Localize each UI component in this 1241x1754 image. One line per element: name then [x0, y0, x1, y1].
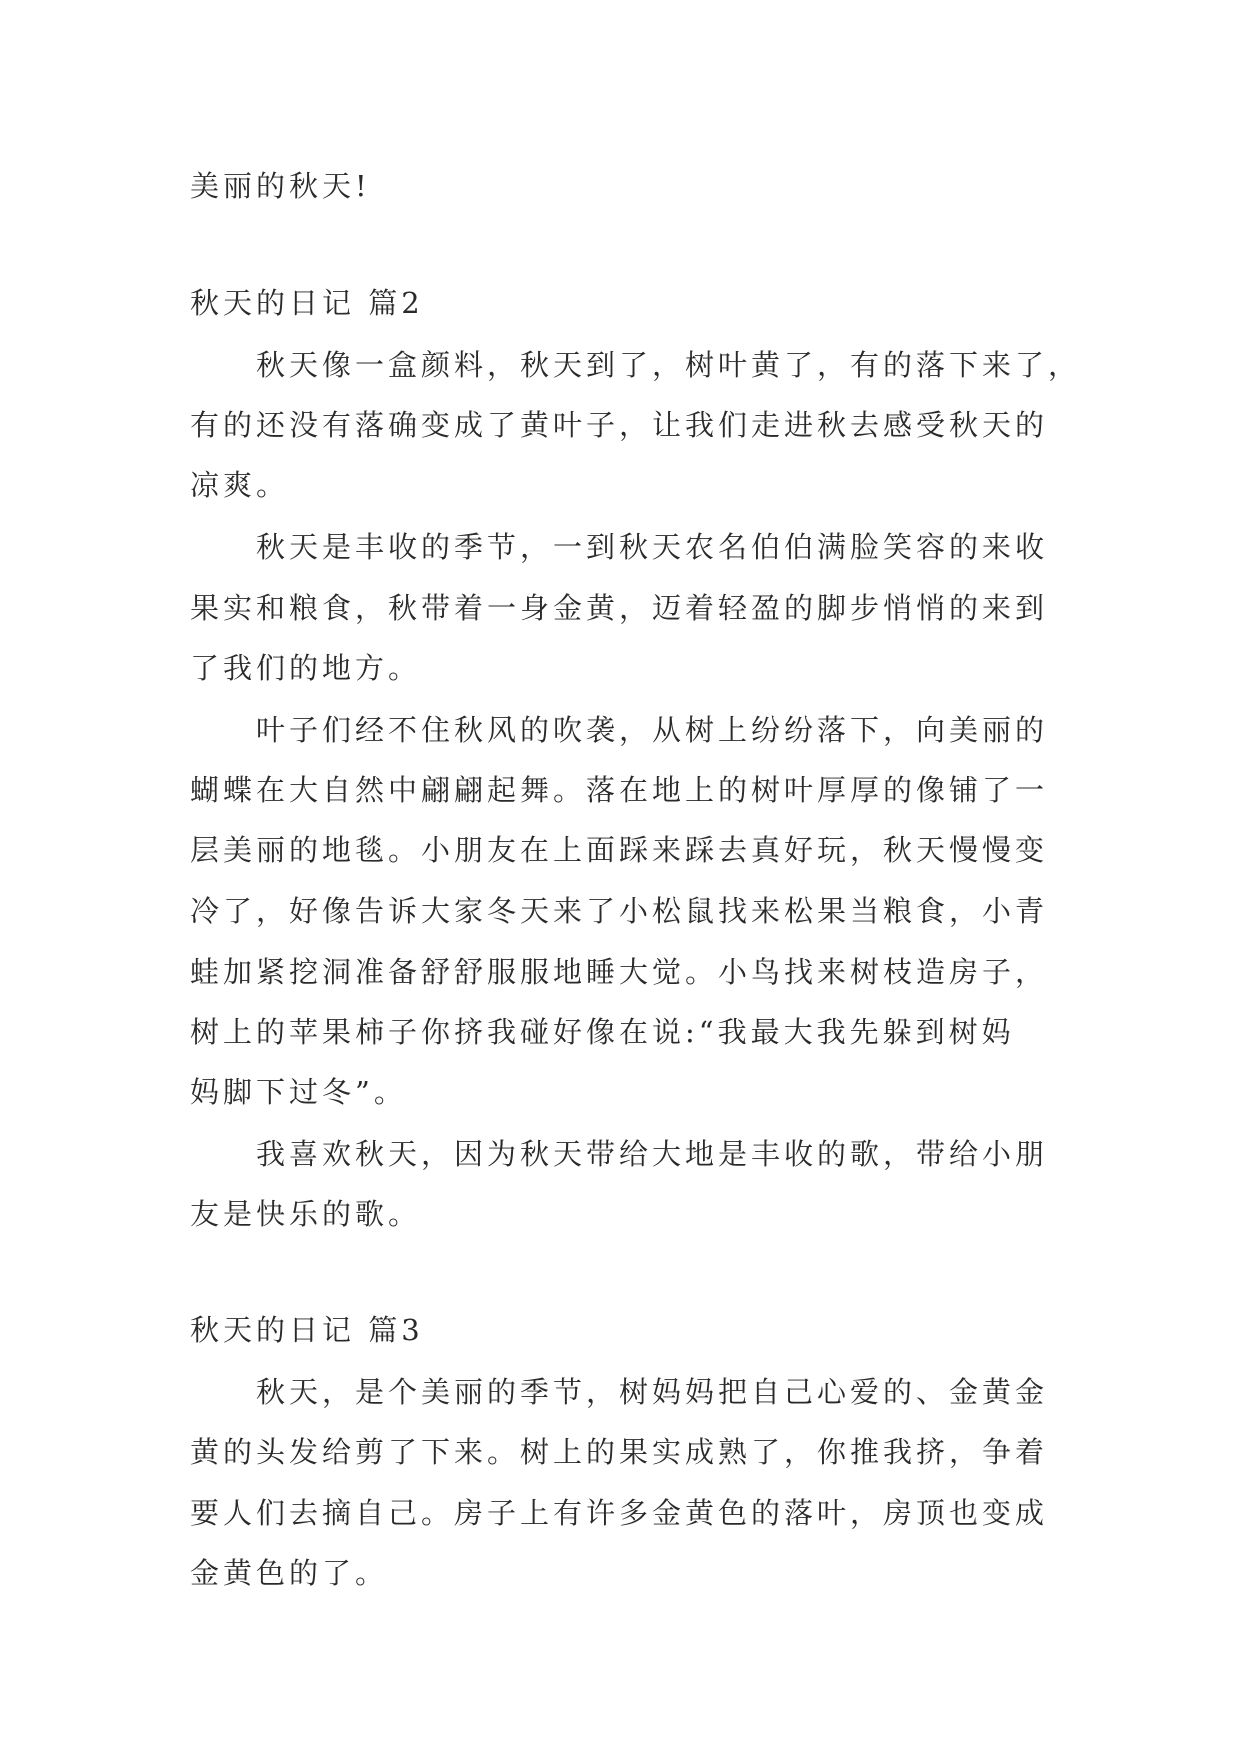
section-2-title: 秋天的日记 篇2 [190, 286, 424, 320]
s2-p3-line-3: 层美丽的地毯。小朋友在上面踩来踩去真好玩，秋天慢慢变 [190, 833, 1049, 867]
s2-p1-line-1: 秋天像一盒颜料，秋天到了，树叶黄了，有的落下来了， [256, 348, 1082, 382]
s2-p1-line-2: 有的还没有落确变成了黄叶子，让我们走进秋去感受秋天的 [190, 408, 1049, 442]
s2-p2-line-2: 果实和粮食，秋带着一身金黄，迈着轻盈的脚步悄悄的来到 [190, 591, 1049, 625]
s2-p4-line-1: 我喜欢秋天，因为秋天带给大地是丰收的歌，带给小朋 [256, 1137, 1049, 1171]
s2-p3-line-6: 树上的苹果柿子你挤我碰好像在说:“我最大我先躲到树妈 [190, 1015, 1015, 1049]
s2-p1-line-3: 凉爽。 [190, 468, 290, 502]
intro-tail-line: 美丽的秋天! [190, 169, 371, 203]
s2-p3-line-1: 叶子们经不住秋风的吹袭，从树上纷纷落下，向美丽的 [256, 713, 1049, 747]
s3-p1-line-2: 黄的头发给剪了下来。树上的果实成熟了，你推我挤，争着 [190, 1435, 1049, 1469]
s2-p3-line-4: 冷了，好像告诉大家冬天来了小松鼠找来松果当粮食，小青 [190, 894, 1049, 928]
s2-p3-line-2: 蝴蝶在大自然中翩翩起舞。落在地上的树叶厚厚的像铺了一 [190, 773, 1049, 807]
s3-p1-line-3: 要人们去摘自己。房子上有许多金黄色的落叶，房顶也变成 [190, 1496, 1049, 1530]
s2-p4-line-2: 友是快乐的歌。 [190, 1197, 422, 1231]
s3-p1-line-1: 秋天，是个美丽的季节，树妈妈把自己心爱的、金黄金 [256, 1375, 1049, 1409]
s2-p3-line-7: 妈脚下过冬”。 [190, 1075, 407, 1109]
s2-p2-line-1: 秋天是丰收的季节，一到秋天农名伯伯满脸笑容的来收 [256, 530, 1049, 564]
s3-p1-line-4: 金黄色的了。 [190, 1556, 389, 1590]
section-3-title: 秋天的日记 篇3 [190, 1313, 424, 1347]
s2-p2-line-3: 了我们的地方。 [190, 651, 422, 685]
s2-p3-line-5: 蛙加紧挖洞准备舒舒服服地睡大觉。小鸟找来树枝造房子， [190, 955, 1049, 989]
